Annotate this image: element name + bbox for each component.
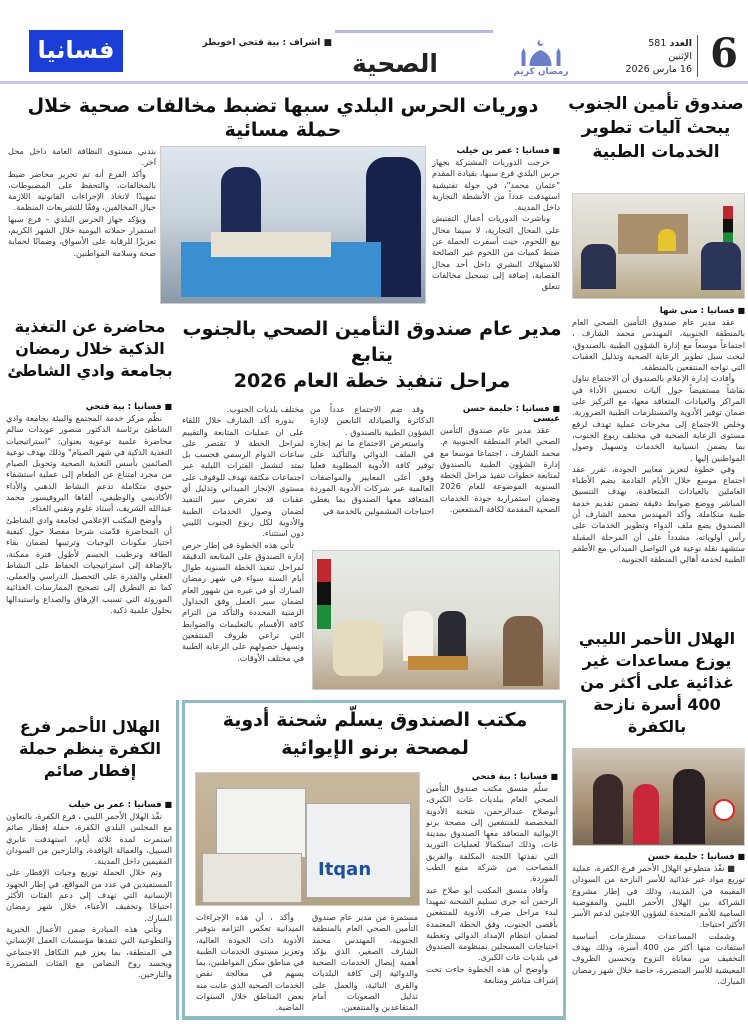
section-title: الصحية: [352, 49, 438, 78]
box-label: Itqan: [318, 859, 372, 880]
headline-line: مدير عام صندوق التأمين الصحي بالجنوب يتابع: [182, 318, 562, 366]
paragraph: سلّم منسق مكتب صندوق التأمين الصحي العام ببلديات غات الكبرى، أبوصلاح عبدالرحمن، شحنة الأدوية المخصصة للمنتفعين إلى مصحة برنو الإيوائية المتعاقد معها الصندوق بمدينة غات، وذلك استكمالًا لعمليات التوريد التي نفذتها اللجنة المكلفة والفريق المصاحب من شركة منبع الطب الموردة.: [426, 783, 558, 884]
issue-number: 581: [648, 38, 667, 49]
issue-date: 16 مارس 2026: [625, 64, 692, 75]
article-iftar-campaign: [6, 800, 172, 980]
header-divider: [697, 35, 698, 77]
paragraph: عقد مدير عام صندوق التأمين الصحي العام المنطقة الجنوبية م. محمد الشارف ، اجتماعا موسعا مع إدارة الشؤون الطبية بالصندوق لمتابعة خطوات تنفيذ مراحل الخطة السنوية الموضوعة للعام 2026 وضمان استمرارية جودة الخدمات الصحية المقدمة لكافة المنتفعين.: [440, 425, 560, 515]
headline-nutrition-lecture: محاضرة عن التغذية الذكية خلال رمضان بجامعة وادي الشاطئ: [7, 317, 173, 380]
article-municipal-guard-cont: [8, 146, 156, 259]
supervision-text: اشراف : بية فتحي اخويطر: [202, 38, 321, 48]
byline: ■ فسانيا : بية فتحي: [426, 772, 558, 782]
logo-text: فسانيا: [37, 36, 115, 64]
byline: ■ فسانيا : بية فتحي: [6, 402, 172, 412]
issue-info: [626, 37, 693, 76]
paragraph: نفّذ الهلال الأحمر الليبي ، فرع الكفرة، بالتعاون مع المجلس البلدي الكفرة، حملة إفطار صائم استمرت لمدة ثلاثة أيام، استهدفت عابري السبيل، والعمالة الوافدة، والنازحين من السودان المقيمين داخل المدينة.: [6, 811, 172, 867]
plan-2026-col3: [182, 404, 304, 664]
paragraph: وتأتي هذه المبادرة ضمن الأعمال الخيرية والتطوعية التي تنفذها مؤسسات العمل الإنساني في المنطقة، بما يعزز قيم التكافل الاجتماعي ويجسد روح التضامن مع الفئات المتضررة والنازحين.: [6, 923, 172, 980]
photo-medicine-boxes: [195, 772, 420, 906]
paragraph: ويؤكد جهاز الحرس البلدي – فرع سبها استمرار حملاته اليومية خلال الشهر الكريم، تعزيزًا للرقابة على الأسواق، وضمانًا لحماية صحة وسلامة المواطنين.: [8, 213, 156, 258]
headline-plan-2026: [182, 316, 562, 394]
photo-plan-2026-meeting: [312, 550, 560, 690]
photo-aid-distribution: [572, 748, 745, 846]
byline: ■ فسانيا : حليمة حسن: [572, 852, 745, 862]
photo-municipal-guard-inspection: [160, 146, 426, 304]
mosque-icon: [510, 36, 572, 66]
headline-brno-shipment: مكتب الصندوق يسلّم شحنة أدوية لمصحة برنو الإيوائية: [222, 709, 528, 759]
header-bottom-rule: [0, 81, 748, 84]
paragraph: وأفاد منسق المكتب أبو صلاح عبد الرحمن أنه جرى تسليم الشحنة تمهيدا لبدء مراحل صرف الأدوية للمنتفعين بأقصى الجنوب، وفق الخطة المعتمدة لضمان انتظام الإمداد الدوائي وتغطية احتياجات المسجلين بمنظومة الصندوق في بلديات غات الكبرى.: [426, 884, 558, 963]
headline-line: مراحل تنفيذ خطة العام 2026: [233, 370, 511, 392]
paragraph: وباشرت الدوريات أعمال التفتيش على المحال التجارية، لا سيما محال بيع اللحوم، حيث أسفرت الحملة عن ضبط كميات من اللحوم غير الصالحة للاستهلاك البشري داخل أحد محال القصابة، إضافة إلى تسجيل مخالفات تتعلق: [432, 213, 560, 292]
byline: ■ فسانيا : عمر بن خيلب: [6, 800, 172, 810]
issue-day: الإثنين: [668, 51, 692, 62]
photo-insurance-meeting: [572, 193, 745, 299]
header-rule: [335, 30, 493, 33]
paragraph: خرجت الدوريات المشتركة بجهاز حرس البلدي فرع سبها، بقيادة المقدم "عثمان محمد"، في جولة تفتيشية استهدفت عدداً من الأنشطة التجارية داخل المدينة.: [432, 157, 560, 213]
article-nutrition-lecture: [6, 402, 172, 616]
paragraph: واستعرض الاجتماع ما تم إنجازه في الملف الدوائي والتأكيد على توفير كافة الأدوية المطلوبة فعليا وفق أعلى المعايير والمواصفات العالمية عبر شركات الأدوية الموردة المتعاقد معها الصندوق بما يغطي احتياجات المشمولين بالخدمة في: [310, 437, 434, 516]
headline-red-crescent-400: الهلال الأحمر الليبي يوزع مساعدات غير غذائية على أكثر من 400 أسرة نازحة بالكفرة: [578, 629, 736, 736]
headline-municipal-guard: دوريات الحرس البلدي سبها تضبط مخالفات صحية خلال حملة مسائية: [27, 95, 539, 141]
brno-col3: [196, 912, 304, 1014]
paragraph: بتدني مستوى النظافة العامة داخل محل آخر.: [8, 146, 156, 168]
paragraph: وتم خلال الحملة توزيع وجبات الإفطار على المستفيدين في عدد من المواقع، في إطار الجهود الإنسانية التي تهدف إلى دعم الفئات الأكثر احتياجًا وتخفيف الأعباء، خلال شهر رمضان المبارك.: [6, 867, 172, 923]
paragraph: مستمرة من مدير عام صندوق التأمين الصحي العام بالمنطقة الجنوبية، المهندس محمد الشارف الصغير، الذي يؤكد أهمية إيصال الخدمات الصحية والدوائية إلى كافة البلديات والقرى النائية، والعمل على تذليل الصعوبات أمام المتقاعدين والمنتفعين.: [312, 912, 418, 1013]
left-teal-rule: [176, 700, 179, 1020]
paragraph: وأوضح أن هذه الخطوة جاءت تحت إشراف مباشر ومتابعة: [426, 963, 558, 986]
paragraph: ■ نفّذ متطوعو الهلال الأحمر فرع الكفرة، عملية توزيع مواد غير غذائية للأسر النازحة من السودان المقيمة في المدينة، وذلك في إطار مشروع الشراكة بين الهلال الأحمر الليبي والمفوضية السامية للأمم المتحدة لشؤون اللاجئين لدعم الأسر الأكثر احتياجا.: [572, 863, 745, 930]
article-insurance-south: [572, 306, 745, 566]
paragraph: وقد ضم الاجتماع عدداً من الدكاترة والصيادلة التابعين لإدارة الشؤون الطبية بالصندوق .: [310, 404, 434, 437]
paragraph: وأكد الفرع أنه تم تحرير محاضر ضبط بالمخالفات، والتحفظ على المضبوطات، تمهيدًا لاتخاذ الإجراءات القانونية اللازمة حيال المخالفين، وفقًا للتشريعات المنظمة.: [8, 168, 156, 213]
ramadan-logo: [510, 36, 572, 80]
plan-2026-col1: [440, 404, 560, 515]
paragraph: بدوره أكد الشارف خلال اللقاء على ان عمليات المتابعة والتقييم لمراحل الخطة لا تقتصر على ساعات الدوام الرسمي فحسب بل تمتد لتشمل الفترات الليلية عبر اجتماعات مكثفة تهدف للوقوف على مستوى الإنجاز الميداني وتذليل أي عقبات قد تعترض سير التنفيذ لضمان وصول الخدمات الطبية والأدوية لكل ربوع الجنوب الليبي دون استثناء.: [182, 415, 304, 539]
paragraph: وفي خطوة لتعزيز معايير الجودة، تقرر عقد اجتماع موسع خلال الأيام القادمة يضم الأطباء العاملين بالعيادات المتعاقدة، بهدف التنسيق المباشر ووضع ضوابط دقيقة تضمن تقديم خدمة طبية متكاملة. وأكد المهندس محمد الشارف أن الصندوق يضع ملف الدواء وتطوير الخدمات على رأس أولوياته، مشدداً على أن المرحلة المقبلة ستشهد نقلة نوعية في التواصل الميداني مع الأطقم الطبية لخدمة أهالي المنطقة الجنوبية.: [572, 463, 745, 565]
paragraph: مختلف بلديات الجنوب.: [226, 404, 304, 414]
paragraph: عقد مدير عام صندوق التأمين الصحي العام بالمنطقة الجنوبية، المهندس محمد الشارف ، اجتماعاً موسعاً مع إدارة الشؤون الطبية بالصندوق، لبحث سبل تطوير الرعاية الصحية وتذليل العقبات التي تواجه المنتفعين بالمنطقة.: [572, 317, 745, 373]
issue-label: العدد: [669, 38, 692, 49]
brno-col2: [312, 912, 418, 1014]
ramadan-logo-text: رمضان كريم: [513, 67, 569, 77]
supervision-credit: ■ اشراف : بية فتحي اخويطر: [202, 38, 332, 48]
headline-insurance-south: صندوق تأمين الجنوب يبحث آليات تطوير الخدمات الطبية: [568, 94, 744, 162]
byline: ■ فسانيا : منى شها: [572, 306, 745, 316]
paragraph: وأفادت إدارة الإعلام بالصندوق أن الاجتماع تناول نقاشاً مستفيضاً حول آليات تحسين الأداء في المراكز والعيادات المتعاقد معها، مع التركيز على ضمان توفير الأدوية والمستلزمات الطبية الضرورية. وخلص الاجتماع إلى مخرجات عملية تهدف لرفع مستوى الرعاية الصحية في مختلف ربوع الجنوب، بما يضمن انسيابية الخدمات وتسهيل وصول المواطنين إليها .: [572, 373, 745, 463]
byline: ■ فسانيا : عمر بن خيلب: [432, 146, 560, 156]
headline-iftar-campaign: الهلال الأحمر فرع الكفرة ينظم حملة إفطار صائم: [18, 717, 161, 780]
paragraph: وشملت المساعدات مستلزمات أساسية استفادت منها أكثر من 400 أسرة، وذلك بهدف التخفيف من معاناة النزوح وتحسين الظروف المعيشية للأسر المتضررة، خاصة خلال شهر رمضان المبارك.: [572, 930, 745, 986]
article-red-crescent-400: [572, 852, 745, 987]
byline: ■ فسانيا : حليمة حسن عيسى: [440, 404, 560, 424]
plan-2026-col2: [310, 404, 434, 517]
paragraph: وأكد ، أن هذه الإجراءات الميدانية تعكس التزامه بتوفير الأدوية ذات الجودة العالية، وتعزيز مستوى الخدمات الطبية في مناطق سكن المواطنين، بما يسهم في معالجة نقص الخدمات الصحية الذي عانت منه بعض المناطق خلال السنوات الماضية.: [196, 912, 304, 1013]
fasania-logo: [29, 30, 123, 72]
paragraph: وأوضح المكتب الإعلامي لجامعة وادي الشاطئ أن المحاضرة قدّمت شرحا مفصلا حول كيفية اختيار مكونات الوجبات وترتيبها لضمان بقاء الطاقة وترطيب الجسم لأطول فترة ممكنة، بالإضافة إلى استراتيجيات الحفاظ على النشاط العقلي والقدرة على التحصيل الدراسي والعملي، كما تم التطرق إلى تصحيح الممارسات الغذائية الموروثة التي تسبب الإرهاق والصداع واستبدالها بحلول علمية ذكية.: [6, 514, 172, 616]
paragraph: تأتي هذه الخطوة في إطار حرص إدارة الصندوق على المتابعة الدقيقة لمراحل تنفيذ الخطة السنوية طوال أيام السنة سواء في شهر رمضان المبارك أو في غيره من شهور العام لضمان سير العمل وفق الجداول الزمنية المحددة والتأكد من التزام كافة الأقسام بالتعليمات والضوابط التي تراعي ظروف المنتفعين وتسهل حصولهم على الرعاية الطبية في مختلف الأوقات.: [182, 539, 304, 663]
paragraph: نظّم مركز خدمة المجتمع والبيئة بجامعة وادي الشاطئ برئاسة الدكتور منصور عويدات سالم محاضرة علمية توعوية بعنوان: "استراتيجيات التغذية الذكية في شهر الصيام" وذلك بهدف توعية الصائمين بأسس التغذية الصحية وتحويل الصيام من مجرد امتناع عن الطعام إلى عملية استشفاء حيوي متكاملة تدعم النشاط الذهني والأداء الأكاديمي والوظيفي، ألقاها البروفيسور محمد عبدالله الشريف، أستاذ علوم وتقني الغذاء.: [6, 413, 172, 514]
brno-col1: [426, 772, 558, 986]
article-municipal-guard: [432, 146, 560, 293]
page-number: 6: [710, 30, 738, 77]
